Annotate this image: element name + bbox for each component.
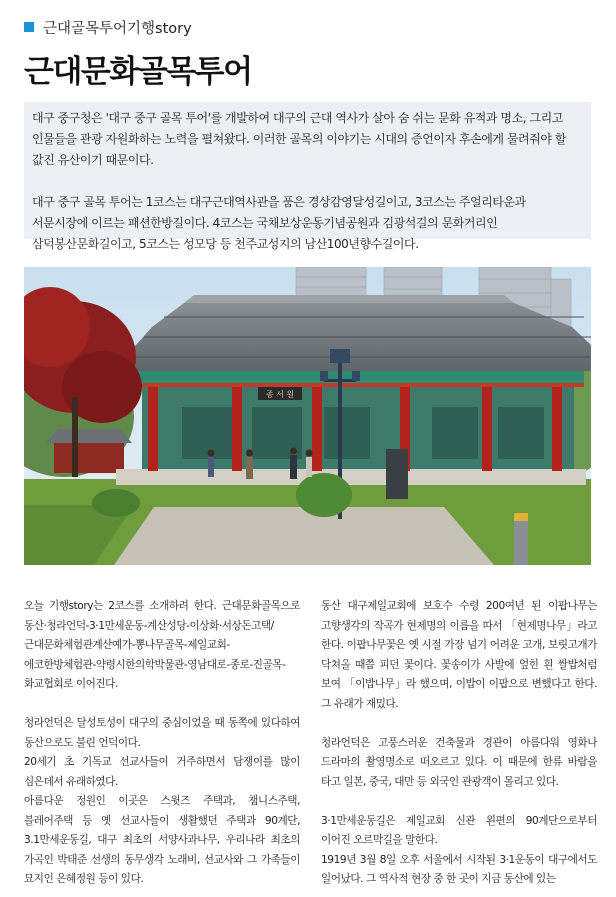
body-left-paragraph-4: 아름다운 정원인 이곳은 스윗즈 주택과, 챔니스주택, 블레어주택 등 옛 선교사들이 생활했던 주택과 90계단, 3.1만세운동길, 대구 최초의 서양사과나무, 우리나라 최초의 가곡인 박태준 선생의 동무생각 노래비, 선교사와 그 가족들이 묘지인 은혜정원 등이 있다. [24,795,300,885]
page-title: 근대문화골목투어 [24,54,252,90]
body-right-paragraph-3: 3·1만세운동길은 제일교회 신관 왼편의 90계단으로부터 이어진 오르막길을 말한다. [321,814,597,846]
body-column-right [321,597,597,890]
body-left-paragraph-2: 청라언덕은 달성토성이 대구의 중심이었을 때 동쪽에 있다하여 동산으로도 불린 언덕이다. [24,717,300,749]
body-right-paragraph-1: 동산 대구제일교회에 보호수 수령 200여년 된 이팝나무는 고향생각의 작곡가 현제명의 이름을 따서 「현제명나무」라고 한다. 이팝나무꽃은 옛 시절 가장 넘기 어려운 고개, 보릿고개가 닥쳐올 때쯤 피던 꽃이다. 꽃송이가 사발에 엎힌 흰 쌀밥처럼 보여 「이밥나무」라 했으며, 이밥이 이팝으로 변했다고 한다. 그 유래가 재밌다. [321,600,597,710]
intro-paragraph-2: 대구 중구 골목 투어는 1코스는 대구근대역사관을 품은 경상감영달성길이고, 3코스는 주얼리타운과 서문시장에 이르는 패션한방길이다. 4코스는 국채보상운동기념공원과 김광석길의 문화거리인 삼덕봉산문화길이고, 5코스는 성모당 등 천주교성지의 남산100년향수길이다. [32,195,526,251]
intro-paragraph-1: 대구 중구청은 '대구 중구 골목 투어'를 개발하여 대구의 근대 역사가 살아 숨 쉬는 문화 유적과 명소, 그리고 인물들을 관광 자원화하는 노력을 펼쳐왔다. 이러한 골목의 이야기는 시대의 증언이자 후손에게 물려줘야 할 값진 유산이기 때문이다. [32,111,566,167]
hall-signboard: 종 서 원 [265,390,295,399]
body-left-paragraph-1: 오늘 기행story는 2코스를 소개하려 한다. 근대문화골목으로 동산·청라언덕-3·1만세운동-계산성당-이상화·서상돈고택/근대문화체험관계산예가-뽕나무골목-제일교회-에코한방체험관-약령시한의학박물관-영남대로-종로-진골목-화교협회로 이어진다. [24,600,300,690]
hanok-building-photo [24,267,591,565]
section-label [24,16,192,38]
body-right-paragraph-2: 청라언덕은 고풍스러운 건축물과 경관이 아름다워 영화나 드라마의 촬영명소로 떠오르고 있다. 이 때문에 한류 바람을 타고 일본, 중국, 대만 등 외국인 관광객이 몰리고 있다. [321,736,597,788]
body-column-left [24,597,300,890]
body-left-paragraph-3: 20세기 초 기독교 선교사들이 거주하면서 담쟁이를 많이 심은데서 유래하였다. [24,756,300,788]
hanok-photo-illustration [24,267,591,565]
intro-box [24,102,591,251]
section-label-text: 근대골목투어기행story [43,20,192,37]
section-marker-square [24,22,34,32]
body-right-paragraph-4: 1919년 3월 8일 오후 서울에서 시작된 3·1운동이 대구에서도 일어났다. 그 역사적 현장 중 한 곳이 지금 동산에 있는 [321,853,597,885]
